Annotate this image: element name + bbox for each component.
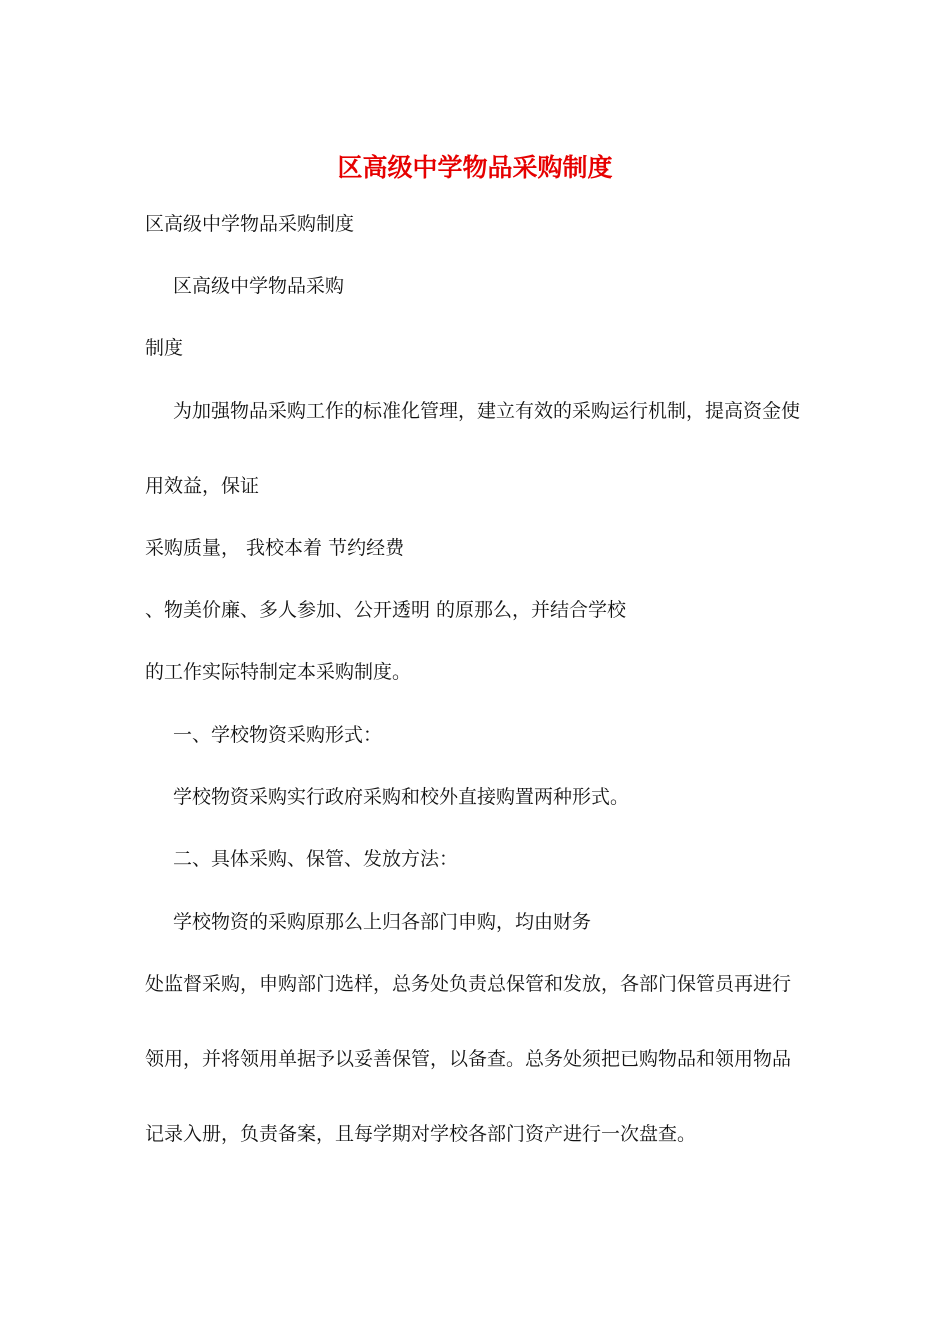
text-line: 处监督采购，申购部门选样，总务处负责总保管和发放，各部门保管员再进行 (145, 973, 792, 995)
text-line: 为加强物品采购工作的标准化管理，建立有效的采购运行机制，提高资金使 (173, 400, 801, 422)
text-line: 区高级中学物品采购 (173, 275, 345, 297)
text-line: 用效益，保证 (145, 475, 260, 497)
text-line: 、物美价廉、多人参加、公开透明 的原那么，并结合学校 (145, 599, 627, 621)
text-line: 学校物资采购实行政府采购和校外直接购置两种形式。 (173, 786, 630, 808)
text-line: 的工作实际特制定本采购制度。 (145, 661, 412, 683)
text-line: 一、学校物资采购形式： (173, 724, 383, 746)
text-line: 领用，并将领用单据予以妥善保管，以备查。总务处须把已购物品和领用物品 (145, 1048, 792, 1070)
document-title: 区高级中学物品采购制度 (337, 153, 613, 182)
text-line: 制度 (145, 337, 184, 359)
text-line: 采购质量， 我校本着 节约经费 (145, 537, 405, 559)
text-line: 记录入册，负责备案，且每学期对学校各部门资产进行一次盘查。 (145, 1123, 697, 1145)
text-line: 二、具体采购、保管、发放方法： (173, 848, 459, 870)
text-line: 区高级中学物品采购制度 (145, 213, 355, 235)
text-line: 学校物资的采购原那么上归各部门申购，均由财务 (173, 911, 592, 933)
